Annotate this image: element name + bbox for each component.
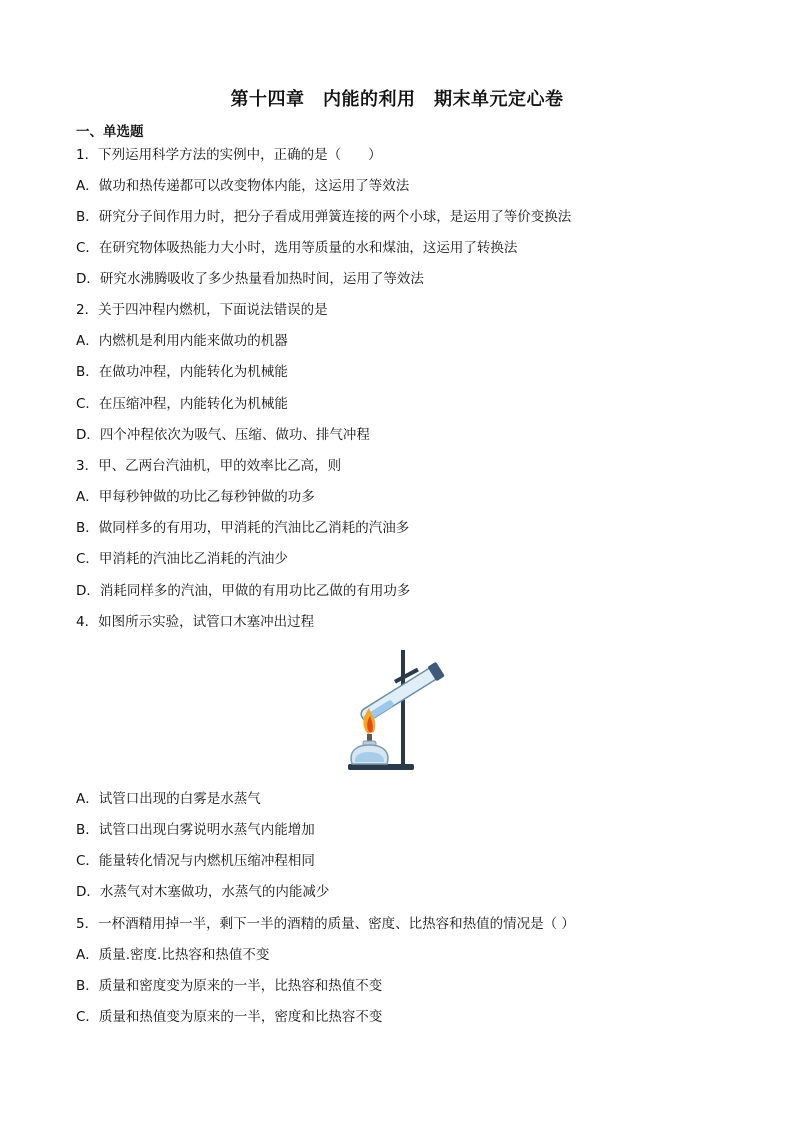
- question-3-option-d: D．消耗同样多的汽油，甲做的有用功比乙做的有用功多: [76, 583, 411, 599]
- question-2-option-d: D．四个冲程依次为吸气、压缩、做功、排气冲程: [76, 427, 370, 443]
- question-3-stem: 3．甲、乙两台汽油机，甲的效率比乙高，则: [76, 458, 342, 474]
- question-3-option-a: A．甲每秒钟做的功比乙每秒钟做的功多: [76, 489, 315, 505]
- question-2-stem: 2．关于四冲程内燃机，下面说法错误的是: [76, 302, 328, 318]
- question-1-stem: 1．下列运用科学方法的实例中，正确的是（ ）: [76, 147, 382, 163]
- question-1-option-c: C．在研究物体吸热能力大小时，选用等质量的水和煤油，这运用了转换法: [76, 240, 518, 256]
- stand-rod: [401, 650, 405, 766]
- question-2-option-a: A．内燃机是利用内能来做功的机器: [76, 333, 288, 349]
- question-2-option-b: B．在做功冲程，内能转化为机械能: [76, 364, 288, 380]
- question-3-option-b: B．做同样多的有用功，甲消耗的汽油比乙消耗的汽油多: [76, 520, 410, 536]
- question-5-stem: 5．一杯酒精用掉一半，剩下一半的酒精的质量、密度、比热容和热值的情况是（ ）: [76, 916, 575, 932]
- question-2-option-c: C．在压缩冲程，内能转化为机械能: [76, 396, 288, 412]
- question-1-option-d: D．研究水沸腾吸收了多少热量看加热时间，运用了等效法: [76, 271, 424, 287]
- question-5-option-c: C．质量和热值变为原来的一半，密度和比热容不变: [76, 1009, 383, 1025]
- question-4-stem: 4．如图所示实验，试管口木塞冲出过程: [76, 614, 315, 630]
- question-4-option-d: D．水蒸气对木塞做功，水蒸气的内能减少: [76, 884, 330, 900]
- question-3-option-c: C．甲消耗的汽油比乙消耗的汽油少: [76, 551, 288, 567]
- document-title: 第十四章 内能的利用 期末单元定心卷: [230, 89, 564, 110]
- question-1-option-b: B．研究分子间作用力时，把分子看成用弹簧连接的两个小球，是运用了等价变换法: [76, 209, 572, 225]
- test-tube-experiment-figure: [336, 646, 456, 776]
- question-4-option-a: A．试管口出现的白雾是水蒸气: [76, 791, 261, 807]
- question-5-option-b: B．质量和密度变为原来的一半，比热容和热值不变: [76, 978, 383, 994]
- section-heading: 一、单选题: [76, 124, 144, 140]
- question-4-option-b: B．试管口出现白雾说明水蒸气内能增加: [76, 822, 315, 838]
- question-5-option-a: A．质量.密度.比热容和热值不变: [76, 947, 270, 963]
- question-4-option-c: C．能量转化情况与内燃机压缩冲程相同: [76, 853, 315, 869]
- question-1-option-a: A．做功和热传递都可以改变物体内能，这运用了等效法: [76, 178, 410, 194]
